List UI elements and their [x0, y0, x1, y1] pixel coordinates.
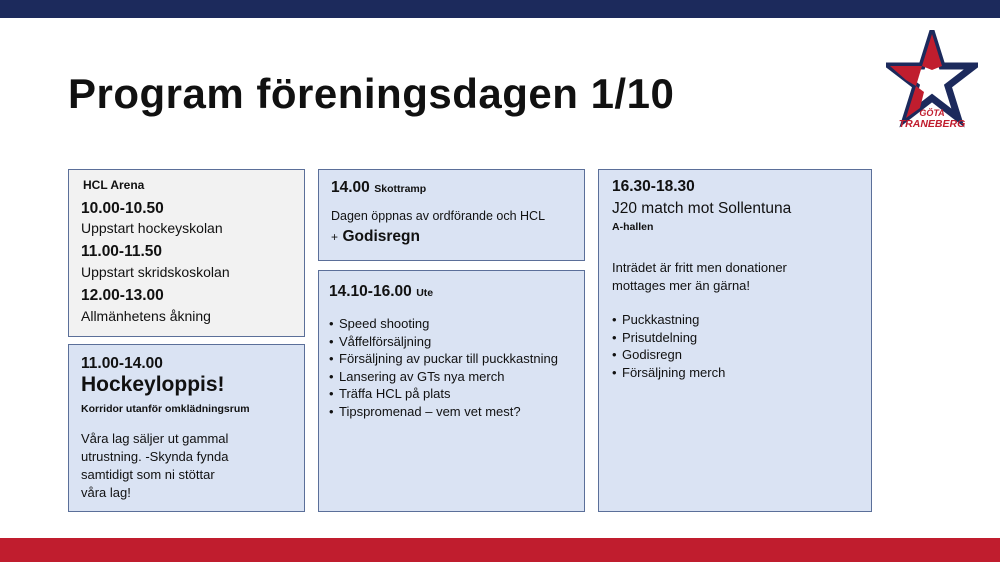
ute-heading	[329, 283, 433, 301]
skottramp-line2	[331, 228, 420, 246]
top-stripe	[0, 0, 1000, 18]
skottramp-time: 14.00	[331, 179, 370, 196]
ute-time: 14.10-16.00	[329, 283, 412, 300]
arena-label-2: Uppstart skridskoskolan	[81, 264, 230, 280]
bottom-stripe	[0, 538, 1000, 562]
loppis-desc-line: Våra lag säljer ut gammal	[81, 431, 229, 446]
arena-heading: HCL Arena	[83, 178, 145, 192]
loppis-description	[81, 430, 228, 502]
loppis-location: Korridor utanför omklädningsrum	[81, 403, 250, 415]
list-item: • Försäljning av puckar till puckkastning	[329, 350, 558, 368]
page-title: Program föreningsdagen 1/10	[68, 70, 675, 117]
skottramp-line1: Dagen öppnas av ordförande och HCL	[331, 209, 546, 223]
ute-activity-list	[329, 315, 558, 420]
list-item: • Godisregn	[612, 346, 725, 364]
loppis-time: 11.00-14.00	[81, 355, 163, 372]
arena-time-1: 10.00-10.50	[81, 200, 164, 217]
list-item: • Prisutdelning	[612, 329, 725, 347]
loppis-desc-line: våra lag!	[81, 485, 131, 500]
logo-text-line2: TRANEBERG	[898, 118, 966, 130]
arena-box	[68, 169, 305, 337]
list-item: • Speed shooting	[329, 315, 558, 333]
club-logo	[886, 30, 978, 130]
skottramp-box	[318, 169, 585, 261]
list-item: • Tipspromenad – vem vet mest?	[329, 403, 558, 421]
loppis-box	[68, 344, 305, 512]
match-activity-list	[612, 311, 725, 381]
arena-time-2: 11.00-11.50	[81, 243, 163, 260]
list-item: • Puckkastning	[612, 311, 725, 329]
arena-label-1: Uppstart hockeyskolan	[81, 220, 223, 236]
ute-box	[318, 270, 585, 512]
list-item: • Träffa HCL på plats	[329, 385, 558, 403]
list-item: • Våffelförsäljning	[329, 333, 558, 351]
skottramp-highlight: Godisregn	[342, 228, 420, 245]
loppis-desc-line: utrustning. -Skynda fynda	[81, 449, 229, 464]
star-icon	[886, 30, 978, 130]
match-time: 16.30-18.30	[612, 178, 695, 195]
arena-time-3: 12.00-13.00	[81, 287, 164, 304]
skottramp-heading	[331, 179, 426, 197]
arena-label-3: Allmänhetens åkning	[81, 308, 211, 324]
loppis-heading: Hockeyloppis!	[81, 373, 225, 396]
match-place: A-hallen	[612, 221, 654, 233]
list-item: • Lansering av GTs nya merch	[329, 368, 558, 386]
match-box	[598, 169, 872, 512]
match-desc-line: mottages mer än gärna!	[612, 278, 751, 293]
match-description	[612, 259, 787, 295]
list-item: • Försäljning merch	[612, 364, 725, 382]
logo-text-line1: GÖTA	[919, 108, 945, 118]
match-heading: J20 match mot Sollentuna	[612, 200, 792, 217]
plus-sign: +	[331, 230, 339, 244]
skottramp-place: Skottramp	[374, 183, 427, 195]
loppis-desc-line: samtidigt som ni stöttar	[81, 467, 215, 482]
match-desc-line: Inträdet är fritt men donationer	[612, 260, 787, 275]
ute-place: Ute	[416, 287, 434, 299]
